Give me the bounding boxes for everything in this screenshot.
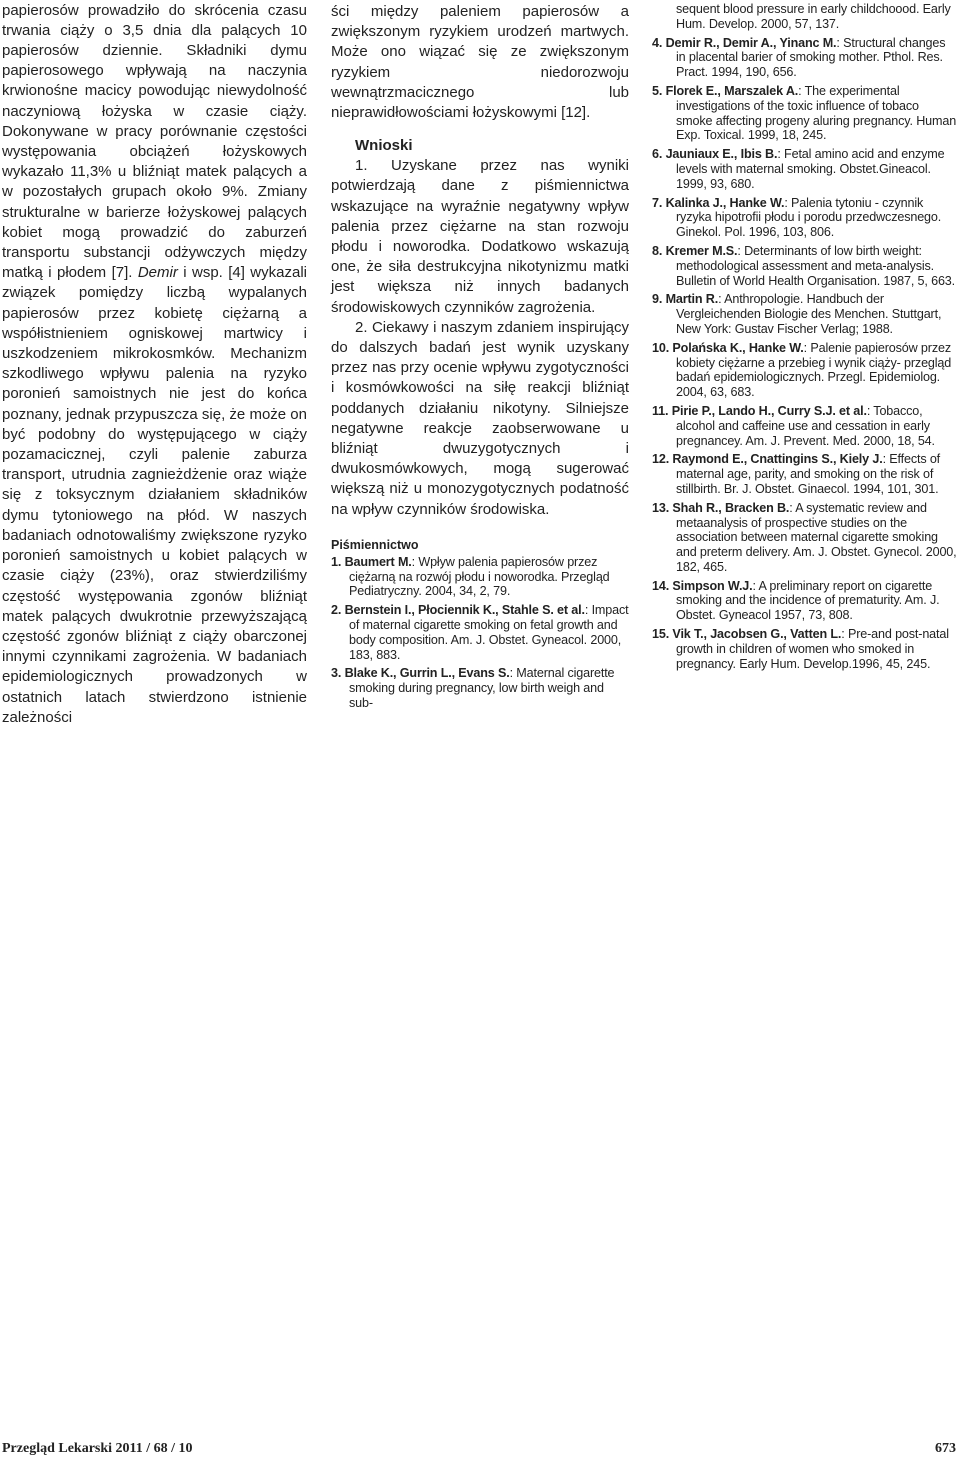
reference-number: 12. xyxy=(652,452,670,467)
reference-number: 11. xyxy=(652,403,669,418)
reference-item xyxy=(652,84,958,143)
reference-number: 10. xyxy=(652,340,670,355)
column-middle xyxy=(331,2,629,715)
reference-details: : Structural changes in placental barier of smoking mother. Pthol. Res. Pract. 1994, 190, 656. xyxy=(676,35,946,80)
body-paragraph: ści między paleniem papierosów a zwiększonym ryzykiem urodzeń martwych. Może ono wiązać się ze zwiększonym ryzykiem niedorozwoju wewnątrzmacicznego lub nieprawidłowościami łożyskowymi [12]. xyxy=(331,3,629,122)
reference-authors: Blake K., Gurrin L., Evans S. xyxy=(344,666,510,681)
reference-authors: Bernstein I., Płociennik K., Stahle S. et al. xyxy=(344,603,585,618)
reference-details: : A systematic review and metaanalysis of prospective studies on the association between maternal cigarette smoking and preterm delivery. Am. J. Obstet. Gynecol. 2000, 182, 465. xyxy=(676,500,957,574)
reference-details: : Tobacco, alcohol and caffeine use and cessation in early pregnancey. Am. J. Prevent. Med. 2000, 18, 54. xyxy=(676,403,935,448)
reference-authors: Baumert M. xyxy=(344,554,412,569)
author-name-italic: Demir xyxy=(137,264,178,282)
reference-item xyxy=(652,579,958,623)
reference-item xyxy=(652,147,958,191)
reference-continuation: sequent blood pressure in early childchoood. Early Hum. Develop. 2000, 57, 137. xyxy=(676,2,951,31)
reference-item xyxy=(652,627,958,671)
reference-authors: Vik T., Jacobsen G., Vatten L. xyxy=(672,627,842,642)
reference-item xyxy=(331,603,629,662)
reference-details: : Palenia tytoniu - czynnik ryzyka hipotrofii płodu i porodu przedwczesnego. Ginekol. Pol. 1996, 103, 806. xyxy=(676,195,942,240)
reference-details: : Wpływ palenia papierosów przez ciężarną na rozwój płodu i noworodka. Przegląd Pediatryczny. 2004, 34, 2, 79. xyxy=(349,554,610,599)
reference-authors: Raymond E., Cnattingins S., Kiely J. xyxy=(672,452,883,467)
reference-item xyxy=(652,501,958,575)
reference-details: : Fetal amino acid and enzyme levels with maternal smoking. Obstet.Gineacol. 1999, 93, 680. xyxy=(676,147,945,191)
column-left xyxy=(2,2,307,728)
conclusion-2: 2. Ciekawy i naszym zdaniem inspirujący do dalszych badań jest wynik uzyskany przez nas przy ocenie wpływu zygotyczności i kosmówkowości na siłę reakcji bliźniąt poddanych działaniu nikotyny. Silniejsze negatywne reakcje zaobserwowane u bliźniąt dwuzygotycznych i dwukosmówkowych, mogą sugerować większą niż u monozygotycznych podatność na wpływ czynników środowiska. xyxy=(331,318,629,518)
reference-details: : Palenie papierosów przez kobiety ciężarne a przebieg i wynik ciąży- przegląd badań epidemiologicznych. Przegl. Epidemiolog. 2004, 63, 683. xyxy=(676,340,952,400)
reference-item xyxy=(652,404,958,448)
reference-authors: Demir R., Demir A., Yinanc M. xyxy=(665,35,837,50)
reference-item xyxy=(652,452,958,496)
column-right xyxy=(652,2,958,675)
reference-item xyxy=(331,555,629,599)
section-heading-conclusions: Wnioski xyxy=(355,137,413,155)
reference-details: : Maternal cigarette smoking during pregnancy, low birth weigh and sub- xyxy=(349,666,615,711)
paragraph-text: papierosów prowadziło do skrócenia czasu trwania ciąży o 3,5 dnia dla palących 10 papierosów dziennie. Składniki dymu papierosowego wpływają na naczynia krwionośne macicy powodując niewydolność naczyniową łożyska w czasie ciąży. Dokonywane w pracy porównanie częstości występowania obciążeń łożyskowych wykazało 11,3% u bliźniąt matek palących a w pozostałych grupach około 9%. Zmiany strukturalne w barierze łożyskowej palących kobiet mogą prowadzić do zaburzeń transportu substancji odżywczych między matką i płodem [7]. xyxy=(2,1,307,282)
reference-number: 4. xyxy=(652,35,663,50)
paragraph-text: i wsp. [4] wykazali związek pomiędzy liczbą wypalanych papierosów przez kobietę ciężarną a współistnieniem ogniskowej martwicy i uszkodzeniem mikrokosmków. Mechanizm szkodliwego wpływu palenia na ryzyko poronień samoistnych nie jest do końca poznany, jednak przypuszcza się, że może on być podobny do występującego w ciąży pozamacicznej, czyli palenie zaburza transport, utrudnia zagnieżdżenie oraz wiąże się z toksycznym działaniem składników dymu tytoniowego na płód. W naszych badaniach odnotowaliśmy zwiększone ryzyko poronień samoistnych u kobiet palących w czasie ciąży (23%), oraz stwierdziliśmy częstość występowania zgonów bliźniąt matek palących dwukrotnie przewyższającą częstość zgonów bliźniąt z ciąży obarczonej innymi czynnikami zagrożenia. W badaniach epidemiologicznych prowadzonych w ostatnich latach stwierdzono istnienie zależności xyxy=(2,264,307,726)
reference-details: : The experimental investigations of the toxic influence of tobaco smoke affecting progeny aluring pregnancy. Human Exp. Toxical. 1999, 18, 245. xyxy=(676,83,957,143)
reference-item xyxy=(652,341,958,400)
reference-authors: Florek E., Marszalek A. xyxy=(665,83,799,98)
reference-number: 14. xyxy=(652,578,670,593)
reference-authors: Kalinka J., Hanke W. xyxy=(665,195,785,210)
journal-footer: Przegląd Lekarski 2011 / 68 / 10 xyxy=(2,1441,193,1456)
reference-list xyxy=(331,555,629,711)
reference-item xyxy=(652,292,958,336)
reference-number: 5. xyxy=(652,83,663,98)
reference-number: 3. xyxy=(331,666,342,681)
page-number: 673 xyxy=(935,1441,956,1456)
reference-item xyxy=(652,244,958,288)
reference-number: 15. xyxy=(652,627,670,642)
reference-details: : Anthropologie. Handbuch der Vergleichenden Biologie des Menchen. Stuttgart, New York: Gustav Fischer Verlag; 1988. xyxy=(676,292,942,336)
reference-authors: Kremer M.S. xyxy=(665,243,738,258)
reference-number: 2. xyxy=(331,603,342,618)
reference-number: 13. xyxy=(652,500,670,515)
reference-authors: Simpson W.J. xyxy=(672,578,753,593)
conclusion-1: 1. Uzyskane przez nas wyniki potwierdzają dane z piśmiennictwa wskazujące na wyraźnie negatywny wpływ palenia przez ciężarne na stan rozwoju płodu i noworodka. Dodatkowo wskazują one, że siła destrukcyjna nikotynizmu matki jest większa niż innych badanych środowiskowych czynników zagrożenia. xyxy=(331,157,629,316)
reference-details: : Pre-and post-natal growth in children of women who smoked in pregnancy. Early Hum. Develop.1996, 45, 245. xyxy=(676,627,949,671)
reference-authors: Pirie P., Lando H., Curry S.J. et al. xyxy=(671,403,867,418)
reference-authors: Jauniaux E., Ibis B. xyxy=(665,147,778,162)
reference-item xyxy=(652,36,958,80)
reference-authors: Shah R., Bracken B. xyxy=(672,500,790,515)
reference-details: : Effects of maternal age, parity, and smoking on the risk of stillbirth. Br. J. Obstet. Ginaecol. 1994, 101, 301. xyxy=(676,452,941,496)
reference-number: 9. xyxy=(652,292,663,307)
reference-number: 6. xyxy=(652,147,663,162)
reference-number: 1. xyxy=(331,554,342,569)
reference-number: 8. xyxy=(652,243,663,258)
reference-item xyxy=(331,666,629,710)
reference-item xyxy=(652,196,958,240)
body-paragraph xyxy=(2,0,307,728)
reference-list-continued xyxy=(652,2,958,671)
reference-details: : Determinants of low birth weight: methodological assessment and meta-analysis. Bulletin of World Health Organisation. 1987, 5, 663. xyxy=(676,243,955,288)
reference-details: : Impact of maternal cigarette smoking on fetal growth and body composition. Am. J. Obstet. Gyneacol. 2000, 183, 883. xyxy=(349,603,629,662)
references-heading: Piśmiennictwo xyxy=(331,537,419,552)
reference-authors: Polańska K., Hanke W. xyxy=(672,340,804,355)
reference-number: 7. xyxy=(652,195,663,210)
reference-details: : A preliminary report on cigarette smoking and the incidence of prematurity. Am. J. Obstet. Gyneacol 1957, 73, 808. xyxy=(676,578,940,623)
reference-authors: Martin R. xyxy=(665,292,719,307)
